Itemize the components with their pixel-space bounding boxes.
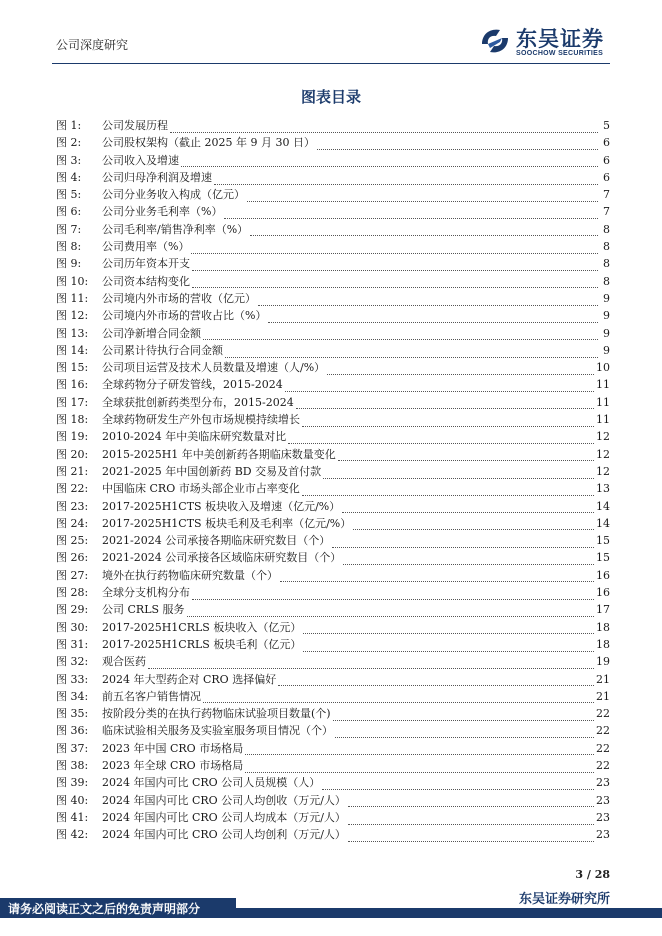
- toc-entry[interactable]: [56, 722, 610, 739]
- toc-entry-label: 图 10:: [56, 274, 89, 288]
- toc-leader-dots: [245, 743, 594, 755]
- toc-entry-label: 图 6:: [56, 205, 82, 219]
- toc-leader-dots: [278, 674, 594, 686]
- toc-leader-dots: [203, 691, 594, 703]
- toc-entry-label: 图 38:: [56, 758, 89, 772]
- toc-entry-page: 14: [596, 499, 610, 513]
- toc-leader-dots: [192, 588, 594, 600]
- toc-entry-page: 9: [603, 326, 610, 340]
- toc-entry[interactable]: [56, 273, 610, 290]
- toc-entry[interactable]: [56, 498, 610, 515]
- toc-entry-label: 图 12:: [56, 309, 89, 323]
- toc-entry-page: 15: [596, 551, 610, 565]
- toc-entry-label: 图 33:: [56, 672, 89, 686]
- toc-entry-title: 2017-2025H1CRLS 板块毛利（亿元）: [102, 637, 302, 651]
- toc-entry-label: 图 26:: [56, 551, 89, 565]
- toc-entry[interactable]: [56, 463, 610, 480]
- toc-entry-label: 图 2:: [56, 136, 82, 150]
- toc-entry-label: 图 5:: [56, 188, 82, 202]
- toc-entry-page: 11: [596, 378, 610, 392]
- toc-entry-title: 全球药物分子研发管线，2015-2024: [102, 378, 283, 392]
- toc-leader-dots: [327, 363, 594, 375]
- toc-leader-dots: [348, 830, 594, 842]
- toc-entry-label: 图 36:: [56, 724, 89, 738]
- toc-entry-page: 23: [596, 810, 610, 824]
- page-number: 3 / 28: [575, 868, 610, 881]
- toc-entry-page: 6: [603, 153, 610, 167]
- toc-leader-dots: [353, 518, 594, 530]
- toc-entry-page: 22: [596, 758, 610, 772]
- toc-entry[interactable]: [56, 411, 610, 428]
- toc-entry-label: 图 31:: [56, 637, 89, 651]
- toc-entry[interactable]: [56, 480, 610, 497]
- toc-entry-title: 2021-2024 公司承接各区域临床研究数目（个）: [102, 551, 342, 565]
- toc-entry[interactable]: [56, 169, 610, 186]
- toc-leader-dots: [342, 501, 594, 513]
- toc-leader-dots: [343, 553, 594, 565]
- toc-entry[interactable]: [56, 134, 610, 151]
- toc-entry[interactable]: [56, 757, 610, 774]
- footer-bar: [236, 908, 662, 918]
- toc-entry-page: 5: [603, 119, 610, 132]
- toc-entry[interactable]: [56, 342, 610, 359]
- toc-entry[interactable]: [56, 601, 610, 618]
- toc-entry[interactable]: [56, 532, 610, 549]
- toc-entry-page: 12: [596, 464, 610, 478]
- toc-entry-label: 图 29:: [56, 603, 89, 617]
- toc-leader-dots: [192, 276, 598, 288]
- toc-entry-page: 9: [603, 309, 610, 323]
- toc-entry-page: 11: [596, 395, 610, 409]
- toc-entry-page: 8: [603, 222, 610, 236]
- toc-entry-page: 6: [603, 136, 610, 150]
- toc-entry-label: 图 18:: [56, 413, 89, 427]
- toc-leader-dots: [285, 380, 594, 392]
- header-divider: [52, 63, 610, 64]
- toc-leader-dots: [148, 657, 594, 669]
- toc-leader-dots: [187, 605, 594, 617]
- toc-leader-dots: [303, 640, 594, 652]
- toc-leader-dots: [192, 259, 598, 271]
- toc-leader-dots: [302, 415, 594, 427]
- toc-entry[interactable]: [56, 221, 610, 238]
- toc-entry-title: 公司发展历程: [102, 119, 168, 132]
- toc-leader-dots: [247, 190, 598, 202]
- toc-entry-title: 公司分业务收入构成（亿元）: [102, 188, 245, 202]
- toc-entry-title: 境外在执行药物临床研究数量（个）: [102, 568, 278, 582]
- toc-entry-title: 2017-2025H1CRLS 板块收入（亿元）: [102, 620, 302, 634]
- toc-entry[interactable]: [56, 636, 610, 653]
- toc-entry-label: 图 39:: [56, 776, 89, 790]
- toc-entry-title: 2024 年国内可比 CRO 公司人均创收（万元/人）: [102, 793, 346, 807]
- toc-leader-dots: [203, 328, 598, 340]
- toc-entry-title: 公司毛利率/销售净利率（%）: [102, 222, 249, 236]
- toc-entry-label: 图 21:: [56, 464, 89, 478]
- toc-entry-title: 按阶段分类的在执行药物临床试验项目数量(个): [102, 707, 331, 721]
- toc-entry[interactable]: [56, 307, 610, 324]
- toc-leader-dots: [258, 294, 598, 306]
- toc-entry-label: 图 11:: [56, 291, 89, 305]
- toc-entry-page: 23: [596, 776, 610, 790]
- toc-entry-page: 23: [596, 793, 610, 807]
- toc-entry-title: 全球分支机构分布: [102, 586, 190, 600]
- toc-leader-dots: [288, 432, 594, 444]
- toc-entry[interactable]: [56, 428, 610, 445]
- toc-entry-page: 8: [603, 240, 610, 254]
- toc-entry-page: 6: [603, 170, 610, 184]
- toc-entry[interactable]: [56, 826, 610, 843]
- toc-leader-dots: [181, 155, 598, 167]
- toc-entry[interactable]: [56, 653, 610, 670]
- toc-entry-title: 公司分业务毛利率（%）: [102, 205, 223, 219]
- toc-entry-title: 2024 年国内可比 CRO 公司人均创利（万元/人）: [102, 828, 346, 842]
- toc-entry-page: 18: [596, 637, 610, 651]
- toc-entry-title: 2021-2025 年中国创新药 BD 交易及首付款: [102, 464, 322, 478]
- toc-entry-title: 观合医药: [102, 655, 146, 669]
- toc-entry-label: 图 28:: [56, 586, 89, 600]
- toc-entry-label: 图 35:: [56, 707, 89, 721]
- toc-leader-dots: [333, 709, 594, 721]
- footer-institute: 东吴证券研究所: [518, 892, 610, 907]
- toc-entry[interactable]: [56, 376, 610, 393]
- toc-entry[interactable]: [56, 809, 610, 826]
- toc-entry-label: 图 24:: [56, 516, 89, 530]
- toc-entry-page: 9: [603, 291, 610, 305]
- toc-heading: 图表目录: [300, 88, 361, 106]
- disclaimer-text: 请务必阅读正文之后的免责声明部分: [8, 902, 201, 916]
- toc-leader-dots: [302, 484, 594, 496]
- toc-entry-page: 13: [596, 482, 610, 496]
- toc-entry[interactable]: [56, 705, 610, 722]
- toc-leader-dots: [338, 449, 594, 461]
- toc-entry-label: 图 14:: [56, 343, 89, 357]
- toc-leader-dots: [303, 622, 594, 634]
- toc-entry-label: 图 23:: [56, 499, 89, 513]
- toc-leader-dots: [250, 224, 598, 236]
- logo-english-name: SOOCHOW SECURITIES: [516, 50, 604, 57]
- toc-leader-dots: [348, 813, 594, 825]
- toc-entry-label: 图 9:: [56, 257, 82, 271]
- toc-leader-dots: [225, 346, 598, 358]
- toc-entry-title: 全球获批创新药类型分布，2015-2024: [102, 395, 294, 409]
- toc-leader-dots: [268, 311, 598, 323]
- toc-leader-dots: [296, 397, 594, 409]
- toc-entry-page: 8: [603, 257, 610, 271]
- toc-leader-dots: [191, 242, 598, 254]
- toc-entry-title: 2010-2024 年中美临床研究数量对比: [102, 430, 287, 444]
- toc-entry-label: 图 40:: [56, 793, 89, 807]
- toc-entry-page: 19: [596, 655, 610, 669]
- toc-entry-page: 11: [596, 413, 610, 427]
- toc-entry[interactable]: [56, 515, 610, 532]
- toc-entry[interactable]: [56, 774, 610, 791]
- toc-leader-dots: [335, 726, 594, 738]
- toc-entry-title: 公司归母净利润及增速: [102, 170, 212, 184]
- toc-entry-page: 12: [596, 447, 610, 461]
- toc-entry-label: 图 4:: [56, 170, 82, 184]
- toc-entry-title: 公司项目运营及技术人员数量及增速（人/%）: [102, 361, 326, 375]
- toc-entry-label: 图 3:: [56, 153, 82, 167]
- toc-entry-page: 16: [596, 568, 610, 582]
- toc-entry-page: 17: [596, 603, 610, 617]
- toc-entry-title: 临床试验相关服务及实验室服务项目情况（个）: [102, 724, 333, 738]
- toc-entry-label: 图 1:: [56, 119, 82, 132]
- toc-entry-title: 公司境内外市场的营收（亿元）: [102, 291, 256, 305]
- toc-entry[interactable]: [56, 117, 610, 134]
- toc-entry[interactable]: [56, 446, 610, 463]
- toc-entry[interactable]: [56, 740, 610, 757]
- toc-entry-title: 2023 年中国 CRO 市场格局: [102, 741, 244, 755]
- toc-entry-page: 23: [596, 828, 610, 842]
- toc-leader-dots: [280, 570, 594, 582]
- toc-entry-label: 图 34:: [56, 689, 89, 703]
- toc-entry-title: 2021-2024 公司承接各期临床研究数目（个）: [102, 534, 331, 548]
- report-category: 公司深度研究: [56, 38, 129, 52]
- toc-entry[interactable]: [56, 359, 610, 376]
- toc-entry[interactable]: [56, 394, 610, 411]
- toc-entry-label: 图 20:: [56, 447, 89, 461]
- toc-entry-page: 15: [596, 534, 610, 548]
- toc-entry[interactable]: [56, 255, 610, 272]
- toc-entry-page: 18: [596, 620, 610, 634]
- toc-entry-title: 公司历年资本开支: [102, 257, 190, 271]
- soochow-logo-icon: [478, 24, 512, 58]
- toc-leader-dots: [317, 138, 598, 150]
- toc-entry[interactable]: [56, 619, 610, 636]
- toc-entry[interactable]: [56, 671, 610, 688]
- toc-entry-label: 图 32:: [56, 655, 89, 669]
- toc-entry-title: 2024 年大型药企对 CRO 选择偏好: [102, 672, 277, 686]
- toc-entry[interactable]: [56, 290, 610, 307]
- toc-entry-page: 12: [596, 430, 610, 444]
- toc-leader-dots: [322, 778, 594, 790]
- toc-entry-page: 7: [603, 188, 610, 202]
- toc-entry-title: 2017-2025H1CTS 板块毛利及毛利率（亿元/%）: [102, 516, 352, 530]
- toc-entry-title: 2024 年国内可比 CRO 公司人均成本（万元/人）: [102, 810, 346, 824]
- toc-entry-page: 22: [596, 724, 610, 738]
- toc-entry[interactable]: [56, 584, 610, 601]
- toc-entry[interactable]: [56, 238, 610, 255]
- toc-entry-label: 图 17:: [56, 395, 89, 409]
- toc-entry-title: 2024 年国内可比 CRO 公司人员规模（人）: [102, 776, 321, 790]
- logo-chinese-name: 东吴证券: [516, 27, 604, 51]
- toc-entry-title: 公司股权架构（截止 2025 年 9 月 30 日）: [102, 136, 315, 150]
- toc-entry-page: 22: [596, 707, 610, 721]
- toc-entry-title: 公司境内外市场的营收占比（%）: [102, 309, 267, 323]
- toc-entry-label: 图 15:: [56, 361, 89, 375]
- toc-entry[interactable]: [56, 549, 610, 566]
- toc-entry-label: 图 22:: [56, 482, 89, 496]
- toc-entry-label: 图 30:: [56, 620, 89, 634]
- toc-entry-label: 图 42:: [56, 828, 89, 842]
- toc-entry-label: 图 16:: [56, 378, 89, 392]
- toc-leader-dots: [170, 121, 598, 133]
- toc-leader-dots: [224, 207, 598, 219]
- toc-entry-label: 图 19:: [56, 430, 89, 444]
- toc-entry-label: 图 37:: [56, 741, 89, 755]
- toc-entry-title: 公司费用率（%）: [102, 240, 190, 254]
- toc-entry-title: 中国临床 CRO 市场头部企业市占率变化: [102, 482, 300, 496]
- toc-entry-label: 图 8:: [56, 240, 82, 254]
- toc-entry-page: 9: [603, 343, 610, 357]
- toc-leader-dots: [332, 536, 594, 548]
- toc-entry-title: 公司累计待执行合同金额: [102, 343, 223, 357]
- toc-entry-page: 16: [596, 586, 610, 600]
- toc-entry[interactable]: [56, 325, 610, 342]
- toc-entry[interactable]: [56, 688, 610, 705]
- toc-leader-dots: [323, 467, 594, 479]
- toc-entry-label: 图 27:: [56, 568, 89, 582]
- toc-entry[interactable]: [56, 186, 610, 203]
- toc-entry-page: 21: [596, 672, 610, 686]
- toc-entry-page: 10: [596, 361, 610, 375]
- toc-entry-page: 7: [603, 205, 610, 219]
- toc-entry-page: 22: [596, 741, 610, 755]
- toc-entry-label: 图 7:: [56, 222, 82, 236]
- toc-entry-title: 前五名客户销售情况: [102, 689, 201, 703]
- toc-entry-title: 2017-2025H1CTS 板块收入及增速（亿元/%）: [102, 499, 341, 513]
- figure-index-list: [56, 117, 610, 843]
- toc-entry-label: 图 13:: [56, 326, 89, 340]
- toc-entry-title: 公司资本结构变化: [102, 274, 190, 288]
- toc-entry-title: 公司收入及增速: [102, 153, 179, 167]
- toc-entry-page: 8: [603, 274, 610, 288]
- toc-entry[interactable]: [56, 152, 610, 169]
- toc-entry-title: 公司净新增合同金额: [102, 326, 201, 340]
- toc-entry[interactable]: [56, 567, 610, 584]
- toc-entry-title: 2015-2025H1 年中美创新药各期临床数量变化: [102, 447, 336, 461]
- toc-entry[interactable]: [56, 203, 610, 220]
- toc-leader-dots: [245, 761, 594, 773]
- toc-entry-label: 图 25:: [56, 534, 89, 548]
- toc-entry-title: 全球药物研发生产外包市场规模持续增长: [102, 413, 300, 427]
- toc-entry-label: 图 41:: [56, 810, 89, 824]
- toc-entry-title: 2023 年全球 CRO 市场格局: [102, 758, 244, 772]
- toc-entry-title: 公司 CRLS 服务: [102, 603, 185, 617]
- toc-entry[interactable]: [56, 792, 610, 809]
- toc-entry-page: 21: [596, 689, 610, 703]
- toc-entry-page: 14: [596, 516, 610, 530]
- toc-leader-dots: [348, 795, 594, 807]
- toc-leader-dots: [214, 173, 598, 185]
- company-logo: [478, 24, 618, 60]
